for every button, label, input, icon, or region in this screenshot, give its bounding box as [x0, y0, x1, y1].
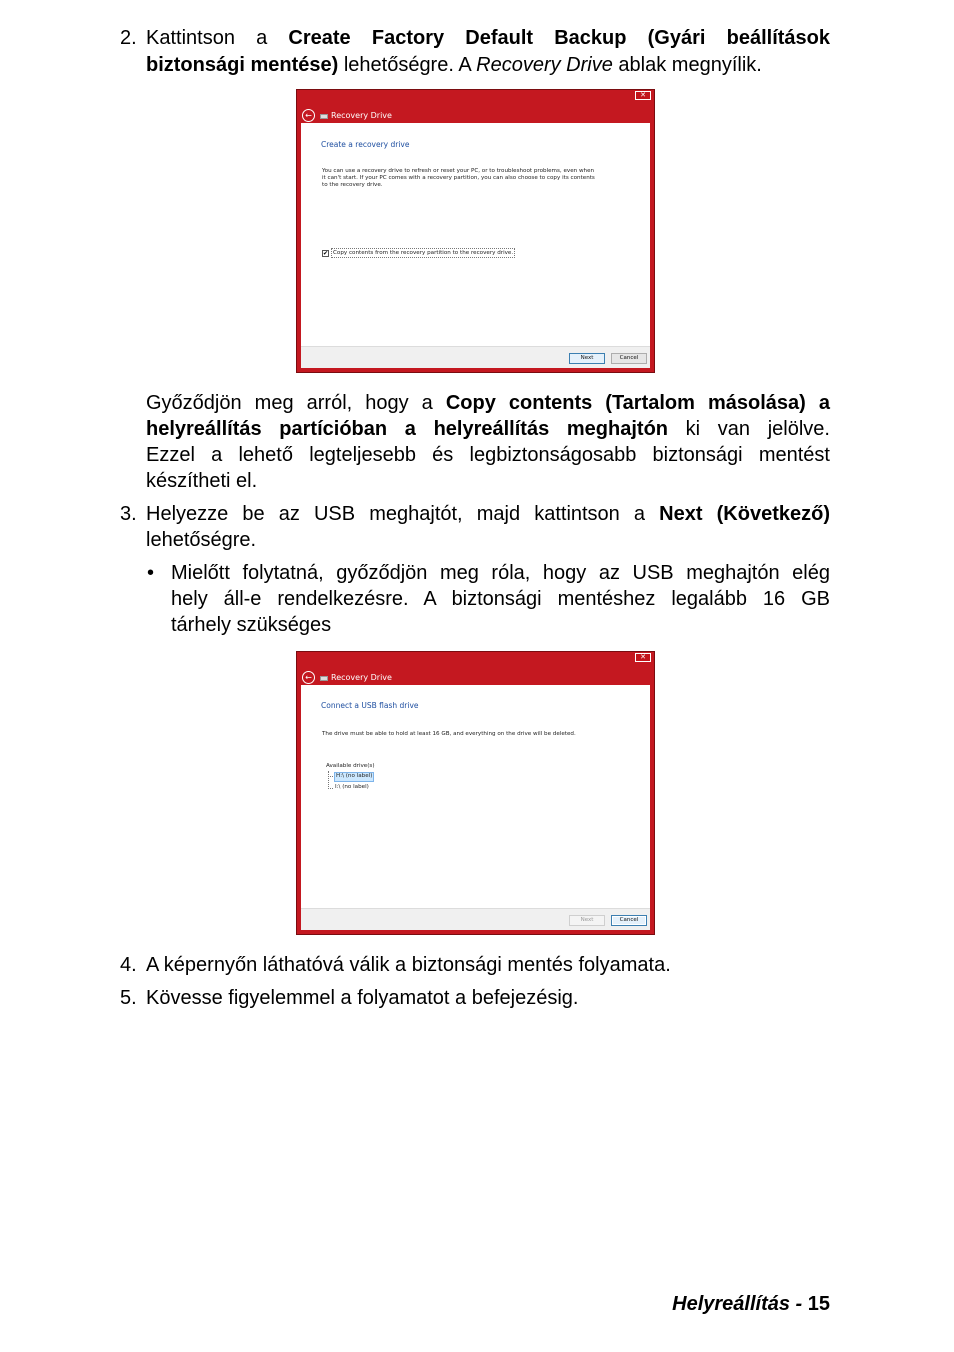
bullet-line3: tárhely szükséges	[171, 614, 332, 636]
dialog-description-line-3: to the recovery drive.	[322, 182, 383, 188]
step2-text: Kattintson a	[146, 27, 289, 49]
para-line4: készítheti el.	[146, 470, 258, 492]
step-number-3: 3.	[120, 503, 137, 525]
page-footer	[672, 1291, 830, 1317]
step2-text-post: ablak megnyílik.	[612, 54, 762, 76]
step3-line1	[146, 501, 830, 527]
step4-text: A képernyőn láthatóvá válik a biztonsági mentés folyamata.	[146, 954, 671, 976]
dialog-description-line-1: You can use a recovery drive to refresh or reset your PC, or to troubleshoot problems, even when	[322, 168, 595, 174]
next-button[interactable]: Next	[569, 353, 605, 364]
footer-section: Helyreállítás -	[672, 1293, 808, 1315]
para-text: Győződjön meg arról, hogy a	[146, 392, 446, 414]
dialog-body	[301, 123, 650, 347]
para-bold-cont: helyreállítás partícióban a helyreállítás meghajtón	[146, 418, 668, 440]
dialog-description: The drive must be able to hold at least 16 GB, and everything on the drive will be deleted.	[322, 731, 576, 737]
back-arrow-icon[interactable]: ←	[302, 109, 315, 122]
step3-bold: Next (Következő)	[659, 503, 830, 525]
recovery-drive-window-1	[296, 89, 655, 373]
step5-text: Kövesse figyelemmel a folyamatot a befejezésig.	[146, 987, 579, 1009]
recovery-drive-window-2	[296, 651, 655, 935]
dialog-footer	[301, 346, 650, 368]
para-bold: Copy contents (Tartalom másolása) a	[445, 392, 830, 414]
bullet-symbol: •	[147, 562, 155, 584]
dialog-body	[301, 685, 650, 909]
step2-line1	[146, 25, 830, 51]
dialog-footer	[301, 908, 650, 930]
drive-icon	[320, 114, 328, 119]
drive-icon	[320, 676, 328, 681]
tree-line	[328, 771, 330, 789]
window-title: Recovery Drive	[331, 111, 392, 120]
step-number-2: 2.	[120, 27, 137, 49]
close-button[interactable]: ✕	[635, 653, 651, 662]
close-button[interactable]: ✕	[635, 91, 651, 100]
copy-contents-checkbox[interactable]: ✔	[323, 250, 329, 257]
step-number-4: 4.	[120, 954, 137, 976]
next-button[interactable]: Next	[569, 915, 605, 926]
available-drives-label: Available drive(s)	[326, 763, 375, 769]
bullet-line1: Mielőtt folytatná, győződjön meg róla, hogy az USB meghajtón elég	[171, 562, 830, 584]
step2-text-mid: lehetőségre. A	[338, 54, 477, 76]
bullet-line2: hely áll-e rendelkezésre. A biztonsági mentéshez legalább 16 GB	[171, 588, 830, 610]
step-number-5: 5.	[120, 987, 137, 1009]
dialog-description-line-2: it can't start. If your PC comes with a recovery partition, you can also choose to copy its contents	[322, 175, 595, 181]
dialog-heading: Connect a USB flash drive	[321, 701, 419, 710]
para-line1	[146, 390, 830, 416]
step2-bold-option: Create Factory Default Backup (Gyári beállítások	[288, 27, 830, 49]
dialog-heading: Create a recovery drive	[321, 140, 410, 149]
back-arrow-icon[interactable]: ←	[302, 671, 315, 684]
tree-branch-2	[328, 788, 333, 789]
tree-branch-1	[328, 776, 333, 777]
copy-contents-label[interactable]: Copy contents from the recovery partition to the recovery drive.	[333, 250, 514, 256]
step3-line2: lehetőségre.	[146, 529, 257, 551]
drive-item-i[interactable]: I:\ (no label)	[335, 784, 369, 790]
para-text-post: ki van jelölve.	[668, 418, 830, 440]
step2-bold-option-cont: biztonsági mentése)	[146, 54, 339, 76]
step2-line2	[146, 52, 762, 78]
drive-item-h[interactable]: H:\ (no label)	[334, 772, 374, 782]
window-title: Recovery Drive	[331, 673, 392, 682]
cancel-button[interactable]: Cancel	[611, 353, 647, 364]
para-line2	[146, 416, 830, 442]
page-number: 15	[807, 1293, 830, 1315]
recovery-drive-italic: Recovery Drive	[476, 54, 613, 76]
para-line3: Ezzel a lehető legteljesebb és legbiztonságosabb biztonsági mentést	[146, 444, 830, 466]
step3-text: Helyezze be az USB meghajtót, majd kattintson a	[146, 503, 660, 525]
cancel-button[interactable]: Cancel	[611, 915, 647, 926]
